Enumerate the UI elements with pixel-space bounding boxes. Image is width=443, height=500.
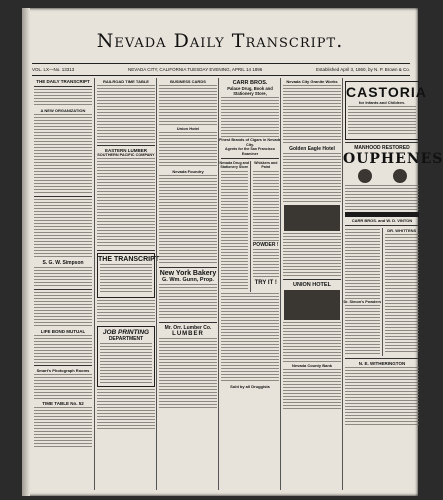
divider — [345, 225, 419, 226]
dateline-bar — [32, 63, 410, 76]
text-block — [34, 335, 92, 363]
text-block — [100, 343, 152, 383]
text-block — [221, 293, 279, 383]
divider — [34, 196, 92, 197]
col6-heading-5: DR. WHITTENS — [387, 228, 417, 233]
text-block — [97, 158, 155, 248]
divider — [221, 158, 279, 159]
col3-heading-3: Nevada Foundry — [172, 169, 204, 174]
col4-heading-2: Palace Drug, Book and Stationery Store, — [227, 86, 273, 96]
col2-heading-3: SOUTHERN PACIFIC COMPANY — [97, 153, 155, 157]
col6-left — [343, 228, 382, 356]
text-block — [221, 171, 248, 291]
col2-heading-6: DEPARTMENT — [108, 336, 144, 342]
column-6 — [342, 78, 443, 490]
columns — [32, 78, 443, 490]
col4-heading-6: Whiskers and Paint — [254, 161, 278, 170]
text-block — [385, 234, 420, 354]
castoria-subtitle: for Infants and Children. — [358, 100, 406, 105]
divider — [345, 358, 419, 359]
col3-heading-4: New York Bakery — [159, 270, 217, 277]
divider — [159, 267, 217, 268]
col6-split — [343, 228, 421, 356]
col6-heading-7: N. E. WITHERINGTON — [358, 361, 406, 366]
col4-heading-5: Nevada Drug and Stationery Store — [219, 161, 250, 170]
col4-heading-8: TRY IT ! — [254, 279, 277, 286]
portrait-row — [347, 169, 417, 183]
col5-heading-2: Golden Eagle Hotel — [289, 146, 335, 152]
col1-heading-2: A NEW ORGANIZATION — [40, 108, 86, 113]
col5-heading-3: UNION HOTEL — [293, 282, 331, 288]
newspaper-page — [22, 8, 443, 496]
column-5 — [280, 78, 343, 490]
col1-ad-1: S. G. W. Simpson — [42, 260, 84, 266]
col5-heading-4: Nevada County Bank — [291, 363, 332, 368]
col1-ad-3: Smart's Photograph Rooms — [36, 368, 90, 373]
ouphenes-title: OUPHENES — [343, 151, 443, 167]
established-note: Established April 3, 1860, by N. P. Brown & Co. — [316, 67, 410, 72]
col6-right — [382, 228, 422, 356]
col5-heading-1: Nevada City Granite Works — [286, 79, 338, 84]
text-block — [283, 369, 341, 409]
text-block — [159, 284, 217, 320]
masthead-title: Nevada Daily Transcript. — [96, 30, 344, 52]
text-block — [283, 322, 341, 362]
text-block — [97, 300, 155, 324]
text-block — [283, 153, 341, 203]
col6-heading-6: Dr. Simon's Powders — [343, 300, 382, 304]
text-block — [253, 249, 280, 279]
divider — [97, 145, 155, 146]
castoria-title: CASTORIA — [346, 84, 427, 100]
divider — [34, 289, 92, 290]
col3-heading-6: Mr. Orr. Lumber Co. — [164, 325, 212, 331]
text-block — [34, 114, 92, 194]
column-2 — [94, 78, 160, 490]
text-block — [345, 229, 380, 299]
col4-heading-7: POWDER ! — [252, 241, 279, 248]
text-block — [345, 185, 419, 211]
col3-heading-1: BUSINESS CARDS — [170, 79, 206, 84]
text-block — [34, 407, 92, 447]
portrait-before — [358, 169, 372, 183]
col4-split — [219, 161, 281, 292]
col4-left — [219, 161, 250, 292]
text-block — [283, 85, 341, 145]
text-block — [159, 132, 217, 168]
divider — [159, 322, 217, 323]
text-block — [345, 367, 419, 427]
col2-heading-1: RAILROAD TIME TABLE — [103, 79, 149, 84]
hotel-illustration — [284, 290, 340, 320]
col4-right — [250, 161, 282, 292]
text-block — [345, 305, 380, 355]
text-block — [159, 85, 217, 125]
text-block — [159, 175, 217, 265]
col2-heading-5: JOB PRINTING — [102, 329, 150, 336]
col4-heading-4: Agents for the San Francisco Examiner — [225, 147, 275, 156]
volume-number: VOL. LX—No. 13313 — [32, 67, 75, 72]
col2-heading-4: THE TRANSCRIPT — [98, 256, 160, 263]
text-block — [221, 97, 279, 137]
place-and-date: NEVADA CITY, CALIFORNIA TUESDAY EVENING, APRIL 14 1896 — [128, 67, 263, 72]
col1-header: THE DAILY TRANSCRIPT — [36, 79, 90, 84]
col1-ad-4: TIME TABLE No. 52 — [42, 401, 84, 406]
col3-heading-2: Union Hotel — [176, 126, 200, 131]
text-block — [97, 389, 155, 429]
text-block — [34, 199, 92, 259]
divider — [345, 142, 419, 143]
text-block — [159, 338, 217, 408]
text-block — [283, 233, 341, 277]
col4-heading-1: CARR BROS. — [232, 80, 268, 86]
divider — [283, 279, 341, 280]
col3-heading-7: LUMBER — [172, 331, 204, 337]
col2-heading-2: EASTERN LUMBER — [104, 148, 147, 153]
transcript-ad-box — [97, 253, 160, 298]
text-block — [97, 85, 155, 143]
column-4 — [218, 78, 281, 490]
manhood-heading: MANHOOD RESTORED — [354, 145, 410, 151]
divider — [97, 250, 155, 251]
text-block — [34, 267, 92, 287]
col3-heading-5: G. Wm. Gunn, Prop. — [162, 277, 214, 283]
text-block — [34, 292, 92, 328]
col1-ad-2: LIFE BOND MUTUAL — [40, 329, 86, 334]
text-block — [100, 264, 152, 294]
divider — [34, 365, 92, 366]
col4-heading-9: Sold by all Druggists — [230, 383, 270, 389]
job-printing-box — [97, 326, 155, 387]
castoria-ad — [345, 81, 427, 140]
column-3 — [156, 78, 219, 490]
portrait-after — [393, 169, 407, 183]
text-block — [348, 106, 416, 136]
text-block — [34, 89, 92, 107]
column-1 — [32, 78, 94, 490]
carr-bros-line: CARR BROS. and W. D. VINTON — [351, 218, 413, 223]
black-bar — [345, 212, 419, 217]
text-block — [34, 374, 92, 400]
building-illustration — [284, 205, 340, 231]
col4-heading-3: Finest Brands of Cigars in Nevada City. — [219, 138, 281, 147]
text-block — [253, 171, 280, 241]
divider — [34, 86, 92, 87]
